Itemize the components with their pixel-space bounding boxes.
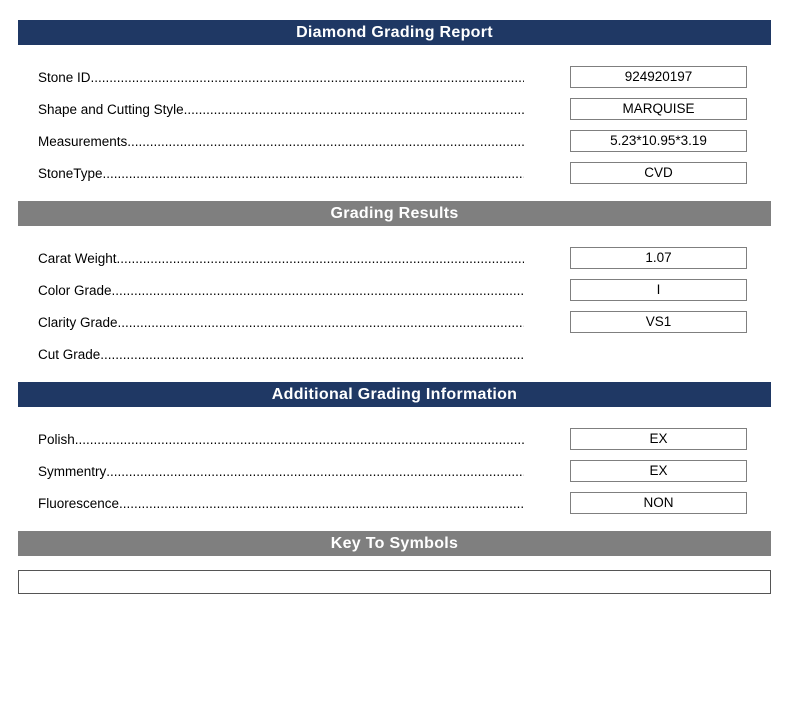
row-label: Carat Weight: [38, 250, 117, 266]
row-label: StoneType: [38, 165, 103, 181]
dot-leader: [100, 347, 524, 362]
value-box-polish: EX: [570, 428, 747, 450]
section-rows-grading-results: [18, 226, 771, 382]
row-label: Cut Grade: [38, 346, 101, 362]
row-label: Measurements: [38, 133, 128, 149]
section-rows-additional-info: [18, 407, 771, 531]
dot-leader: [75, 432, 524, 447]
row-label: Shape and Cutting Style: [38, 101, 184, 117]
report-row-clarity-grade: [18, 306, 771, 338]
report-row-stone-type: [18, 157, 771, 189]
report-row-color-grade: [18, 274, 771, 306]
value-box-measurements: 5.23*10.95*3.19: [570, 130, 747, 152]
dot-leader: [184, 102, 524, 117]
value-box-stone-type: CVD: [570, 162, 747, 184]
dot-leader: [118, 315, 524, 330]
dot-leader: [112, 283, 524, 298]
report-row-measurements: [18, 125, 771, 157]
report-row-fluorescence: [18, 487, 771, 519]
report-row-shape: [18, 93, 771, 125]
key-to-symbols-box: [18, 570, 771, 594]
report-row-stone-id: [18, 61, 771, 93]
section-rows-identification: [18, 45, 771, 201]
value-box-symmetry: EX: [570, 460, 747, 482]
row-label: Stone ID: [38, 69, 91, 85]
row-label: Polish: [38, 431, 75, 447]
dot-leader: [103, 166, 524, 181]
value-box-clarity-grade: VS1: [570, 311, 747, 333]
dot-leader: [91, 70, 524, 85]
report-row-cut-grade: [18, 338, 771, 370]
dot-leader: [119, 496, 524, 511]
value-box-carat-weight: 1.07: [570, 247, 747, 269]
value-box-shape: MARQUISE: [570, 98, 747, 120]
report-row-polish: [18, 423, 771, 455]
row-label: Fluorescence: [38, 495, 120, 511]
value-box-fluorescence: NON: [570, 492, 747, 514]
section-header-additional-grading-information: Additional Grading Information: [18, 382, 771, 407]
section-header-key-to-symbols: Key To Symbols: [18, 531, 771, 556]
report-row-carat-weight: [18, 242, 771, 274]
dot-leader: [106, 464, 524, 479]
dot-leader: [117, 251, 524, 266]
row-label: Color Grade: [38, 282, 112, 298]
section-header-diamond-grading-report: Diamond Grading Report: [18, 20, 771, 45]
row-label: Clarity Grade: [38, 314, 118, 330]
section-header-grading-results: Grading Results: [18, 201, 771, 226]
dot-leader: [127, 134, 524, 149]
report-row-symmetry: [18, 455, 771, 487]
row-label: Symmentry: [38, 463, 107, 479]
value-box-color-grade: I: [570, 279, 747, 301]
value-box-stone-id: 924920197: [570, 66, 747, 88]
